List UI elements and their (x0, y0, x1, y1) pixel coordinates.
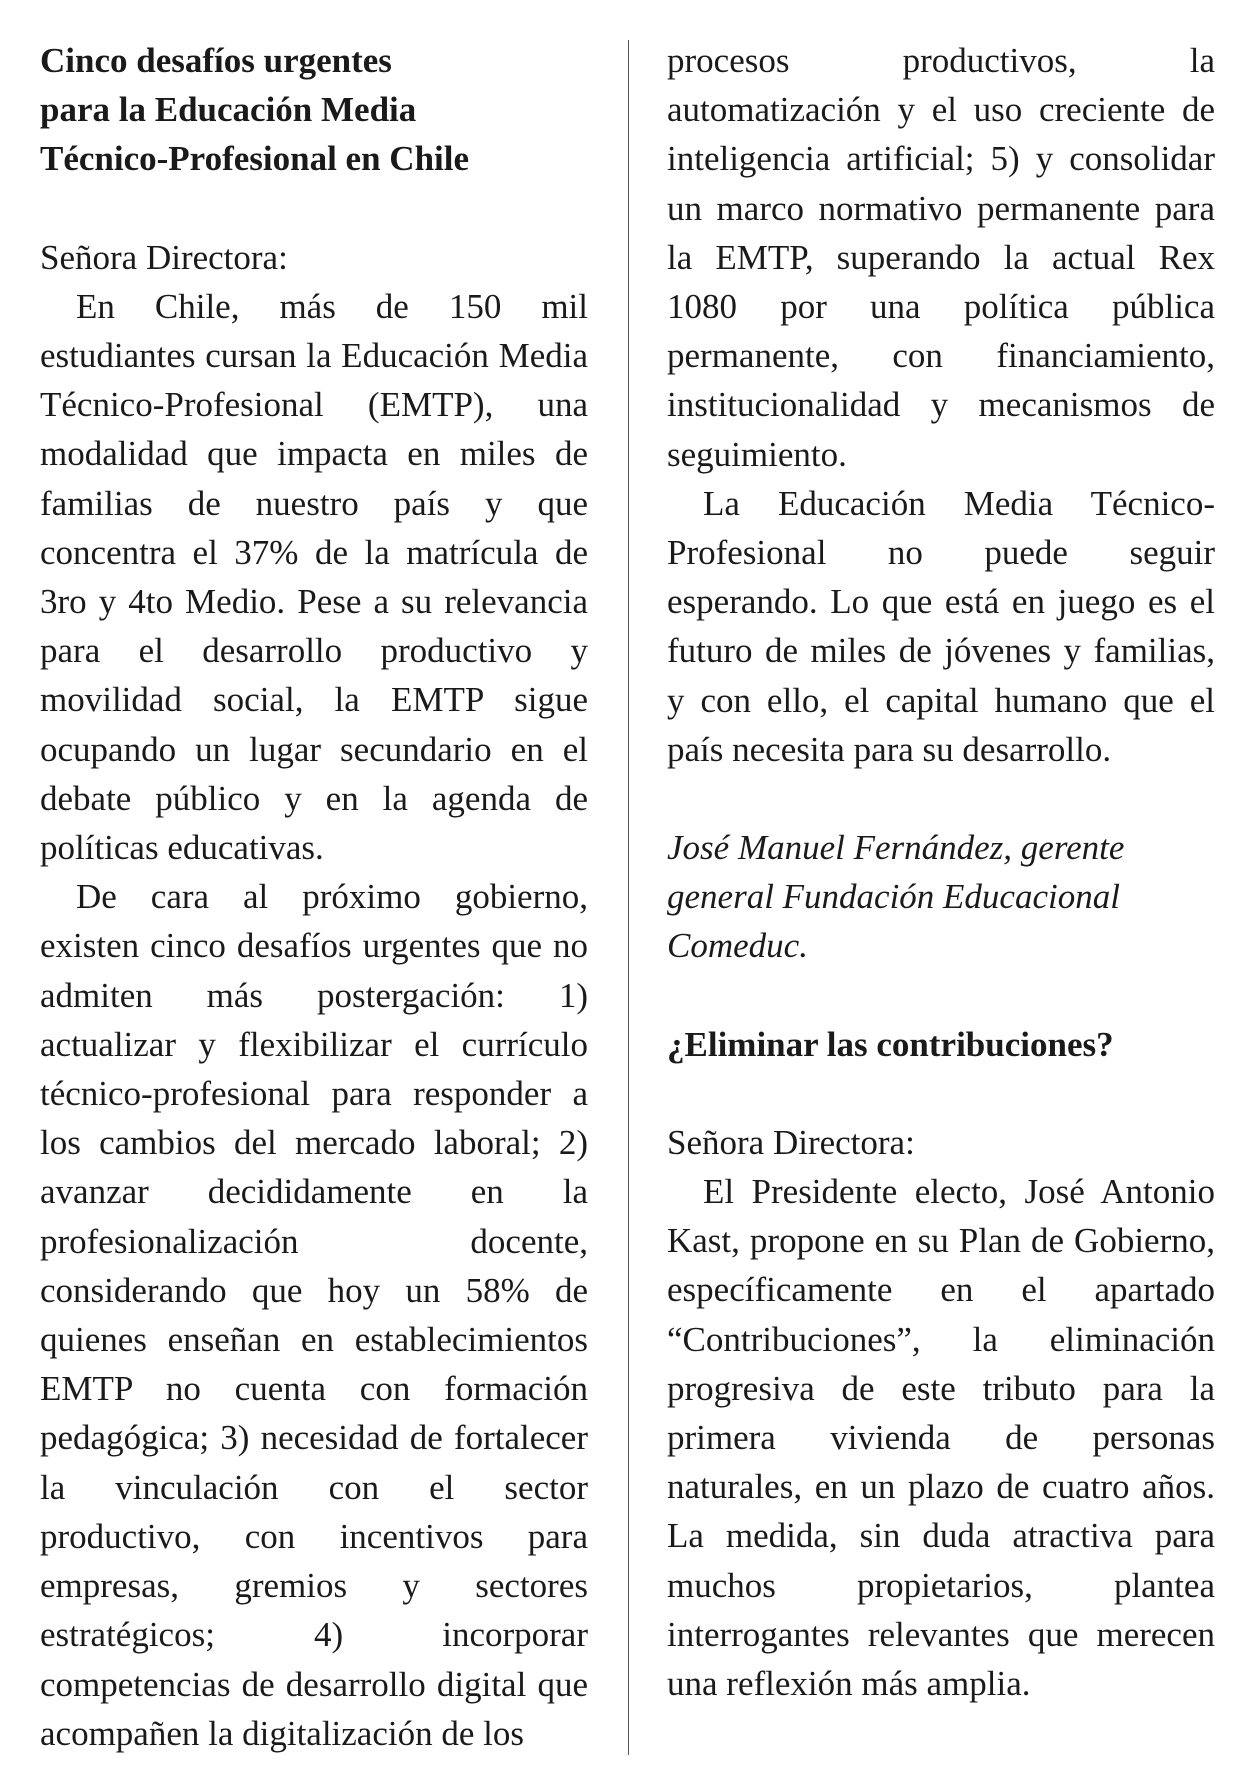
letter2-paragraph-1: El Presidente electo, José Antonio Kast, propone en su Plan de Gobierno, específicamente en el apartado “Contribuciones”, la eliminación progresiva de este tributo para la primera vivienda de personas naturales, en un plazo de cuatro años. La medida, sin duda atractiva para muchos propietarios, plantea interrogantes relevantes que merecen una reflexión más amplia. (667, 1172, 1215, 1704)
letter1-title-line: Técnico-Profesional en Chile (40, 139, 470, 179)
letter1-signature: José Manuel Fernández, gerente general Fundación Educacional Comeduc. (667, 828, 1125, 966)
letter2-title: ¿Eliminar las contribuciones? (667, 1024, 1114, 1064)
letter1-title-line: Cinco desafíos urgentes (40, 41, 392, 80)
letter1-paragraph-1: En Chile, más de 150 mil estudiantes cursan la Educación Media Técnico-Profesional (EMTP), una modalidad que impacta en miles de familias de nuestro país y que concentra el 37% de la matrícula de 3ro y 4to Medio. Pese a su relevancia para el desarrollo productivo y movilidad social, la EMTP sigue ocupando un lugar secundario en el debate público y en la agenda de políticas educativas. (40, 286, 588, 868)
letter1-title (40, 36, 588, 184)
column-divider (628, 40, 629, 1755)
letter1-salutation: Señora Directora: (40, 237, 288, 277)
letter2-salutation: Señora Directora: (667, 1122, 915, 1162)
right-column (667, 36, 1215, 1708)
letter1-paragraph-3: La Educación Media Técnico-Profesional no puede seguir esperando. Lo que está en juego es el futuro de miles de jóvenes y familias, y con ello, el capital humano que el país necesita para su desarrollo. (667, 483, 1215, 769)
letter1-paragraph-2-continued: procesos productivos, la automatización y el uso creciente de inteligencia artificial; 5) y consolidar un marco normativo permanente para la EMTP, superando la actual Rex 1080 por una política pública permanente, con financiamiento, institucionalidad y mecanismos de seguimiento. (667, 41, 1215, 474)
letter1-paragraph-2: De cara al próximo gobierno, existen cinco desafíos urgentes que no admiten más postergación: 1) actualizar y flexibilizar el currículo técnico-profesional para responder a los cambios del mercado laboral; 2) avanzar decididamente en la profesionalización docente, considerando que hoy un 58% de quienes enseñan en establecimientos EMTP no cuenta con formación pedagógica; 3) necesidad de fortalecer la vinculación con el sector productivo, con incentivos para empresas, gremios y sectores estratégicos; 4) incorporar competencias de desarrollo digital que acompañen la digitalización de los (40, 877, 588, 1753)
left-column (40, 36, 588, 1758)
letter1-title-line: para la Educación Media (40, 90, 417, 130)
